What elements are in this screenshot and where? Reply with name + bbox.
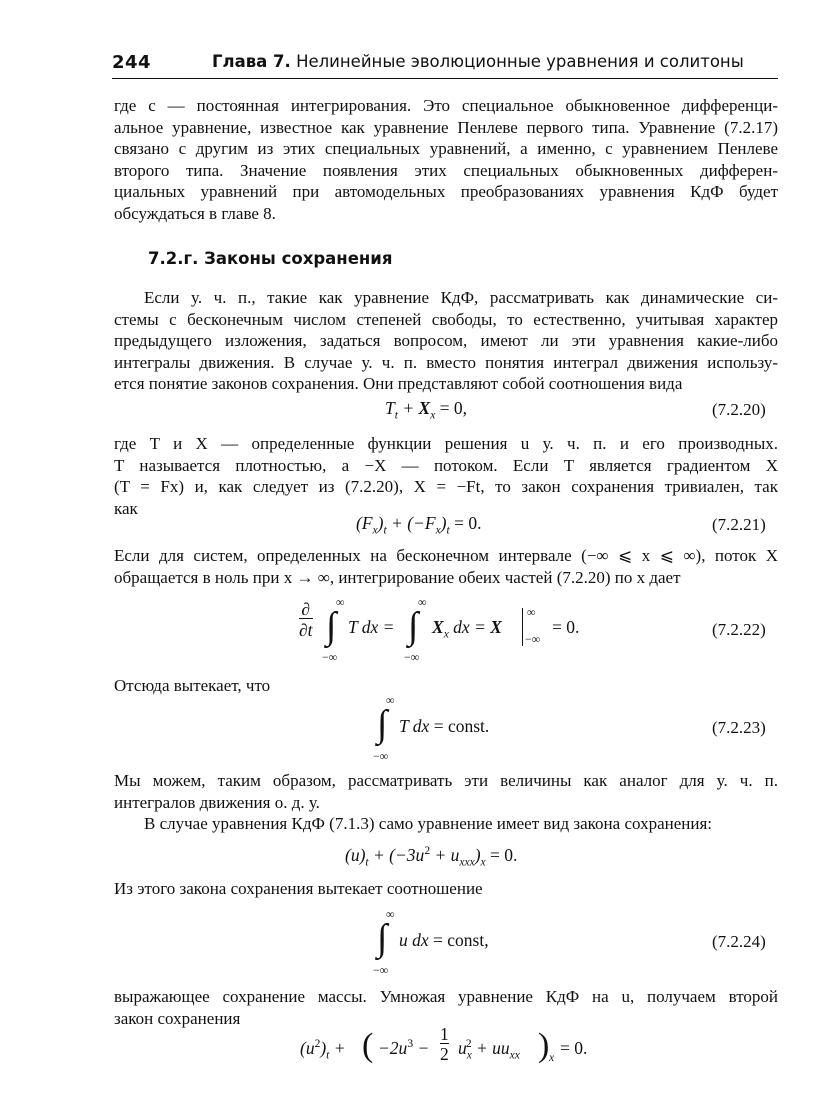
text-line: Из этого закона сохранения вытекает соотношение [114, 879, 483, 898]
text-line: Если для систем, определенных на бесконечном интервале (−∞ ⩽ x ⩽ ∞), поток X [114, 546, 778, 565]
paragraph-analog [114, 770, 778, 813]
text-line: Отсюда вытекает, что [114, 676, 271, 695]
paragraph-mass [114, 986, 778, 1029]
chapter-label: Глава 7. [212, 52, 291, 71]
text-line: интегралов движения о. д. у. [114, 792, 320, 812]
evaluation-bar [522, 608, 523, 646]
equation-body: = 0. [552, 617, 580, 637]
big-paren-right: ) [538, 1027, 550, 1064]
text-line: ется понятие законов сохранения. Они представляют собой соотношения вида [114, 374, 683, 393]
paragraph-conservation-intro [114, 287, 778, 395]
equation-number: (7.2.21) [712, 515, 766, 534]
equation-body: = 0. [560, 1038, 588, 1058]
integral-sign: ∫ [408, 605, 419, 647]
equation-rhs: const, [447, 930, 489, 950]
text-line: стемы с бесконечным числом степеней свободы, то естественно, учитывая характер [114, 309, 778, 329]
partial-derivative: ∂ ∂t [299, 599, 313, 640]
text-line: интегралы движения. В случае у. ч. п. вместо понятия интеграл движения использу- [114, 352, 778, 372]
paragraph-infinite-interval [114, 545, 778, 588]
equation-number: (7.2.23) [712, 718, 766, 737]
equation-body: $(u^2)_t$ + [300, 1038, 346, 1062]
equation-body: T dx = [348, 617, 395, 637]
text-line: альное уравнение, известное как уравнение Пенлеве первого типа. Уравнение (7.2.17) [114, 117, 778, 137]
equation-number: (7.2.24) [712, 932, 766, 951]
equation-body: x [549, 1052, 555, 1064]
upper-limit: ∞ [386, 693, 395, 707]
equation-body: T dx = const. [399, 716, 490, 736]
text-line: обращается в ноль при x → ∞, интегрирование обеих частей (7.2.20) по x дает [114, 567, 681, 587]
text-line: Мы можем, таким образом, рассматривать эти величины как аналог для у. ч. п. [114, 771, 778, 790]
text-line: предыдущего изложения, задаться вопросом, имеют ли эти уравнения какие-либо [114, 331, 778, 350]
upper-limit: ∞ [336, 595, 345, 609]
equation-body: $u_x^2 + uu_{xx}$ [458, 1038, 520, 1062]
equation-body: $X_x$ dx = X [432, 617, 502, 641]
text-line: где c — постоянная интегрирования. Это специальное обыкновенное дифференци- [114, 96, 778, 115]
lower-limit: −∞ [373, 749, 389, 763]
lower-limit: −∞ [322, 650, 338, 664]
fraction-one-half: 1 2 [440, 1024, 449, 1064]
equation-body: $-2u^3$ − [378, 1038, 430, 1058]
integral-sign: ∫ [377, 703, 388, 745]
big-paren-left: ( [362, 1027, 374, 1064]
lower-limit: −∞ [404, 650, 420, 664]
paragraph-kdv-case [114, 813, 778, 835]
page-number: 244 [112, 52, 152, 73]
equation-kdv-conservation: $(u)_t + (-3u^2 + u_{xxx})_x = 0$. [345, 845, 518, 869]
text-line: закон сохранения [114, 1008, 241, 1028]
upper-limit: ∞ [527, 605, 536, 619]
integral-sign: ∫ [377, 917, 388, 959]
equation-rhs: const. [447, 716, 490, 736]
text-line: В случае уравнения КдФ (7.1.3) само уравнение имеет вид закона сохранения: [144, 814, 712, 833]
upper-limit: ∞ [418, 595, 427, 609]
paragraph-hence [114, 675, 778, 697]
lower-limit: −∞ [373, 963, 389, 977]
text-line: связано с другим из этих специальных уравнений, а именно, с уравнением Пенлеве [114, 139, 778, 158]
equation-7-2-21: $(F_x)_t + (-F_x)_t = 0$. [356, 513, 482, 537]
chapter-heading [212, 52, 744, 71]
text-line: второго типа. Значение появления этих специальных обыкновенных дифферен- [114, 160, 778, 180]
text-line: где T и X — определенные функции решения u у. ч. п. и его производных. [114, 434, 778, 453]
paragraph-density-flux [114, 433, 778, 519]
text-line: (T = Fx) и, как следует из (7.2.20), X = −Ft, то закон сохранения тривиален, так [114, 477, 778, 496]
running-header [112, 52, 780, 80]
paragraph-painleve [114, 95, 778, 224]
integral-sign: ∫ [326, 605, 337, 647]
header-rule [112, 78, 778, 79]
equation-number: (7.2.22) [712, 620, 766, 639]
text-line: T называется плотностью, а −X — потоком. Если T является градиентом X [114, 455, 778, 475]
text-line: обсуждаться в главе 8. [114, 203, 276, 223]
upper-limit: ∞ [386, 907, 395, 921]
equation-body: u dx = const, [399, 930, 489, 950]
text-line: выражающее сохранение массы. Умножая уравнение КдФ на u, получаем второй [114, 987, 778, 1006]
chapter-title: Нелинейные эволюционные уравнения и солитоны [296, 52, 744, 71]
text-line: Если у. ч. п., такие как уравнение КдФ, рассматривать как динамические си- [144, 288, 778, 307]
text-line: циальных уравнений при автомодельных преобразованиях уравнения КдФ будет [114, 182, 778, 201]
text-line: как [114, 498, 138, 518]
lower-limit: −∞ [525, 632, 541, 646]
equation-7-2-20: $T_t + X_x = 0$, [385, 398, 468, 422]
paragraph-relation [114, 878, 778, 900]
section-title: 7.2.г. Законы сохранения [148, 249, 393, 268]
equation-number: (7.2.20) [712, 400, 766, 419]
